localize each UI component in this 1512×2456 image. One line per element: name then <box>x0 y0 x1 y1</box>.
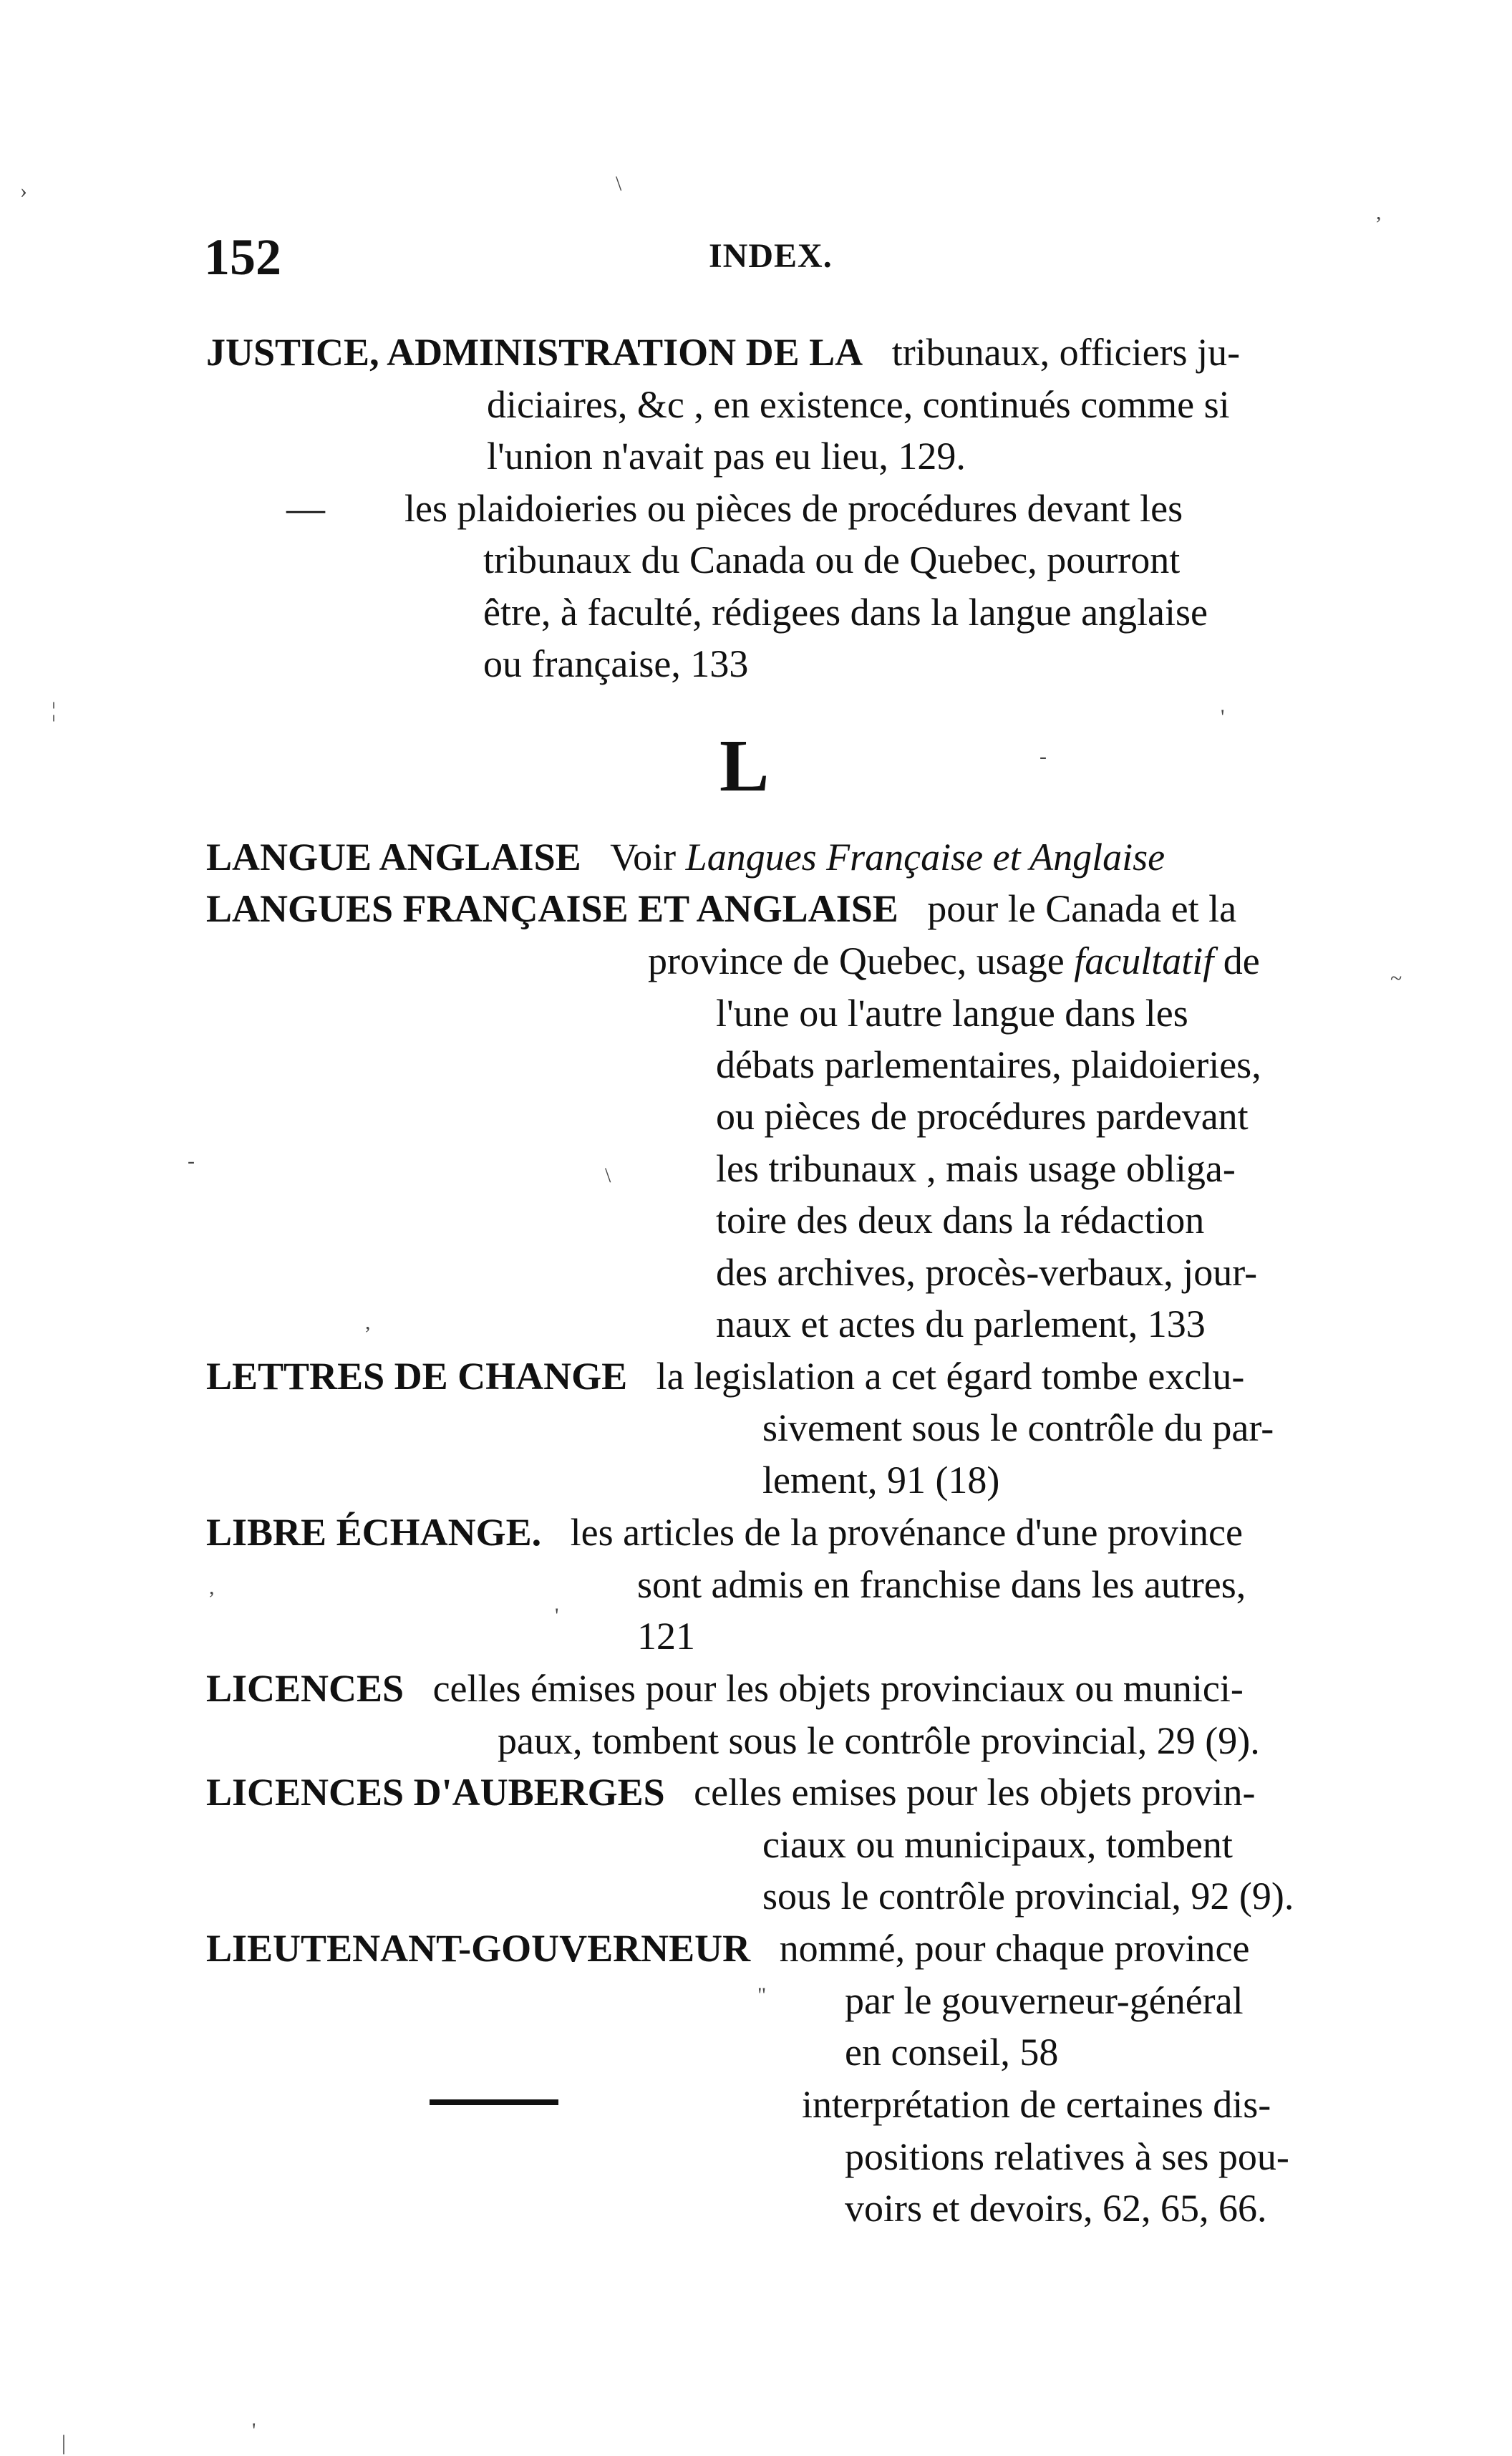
entry-text: les articles de la provénance d'une province <box>570 1511 1243 1554</box>
section-letter: L <box>719 725 770 807</box>
entry-text-line: sous le contrôle provincial, 92 (9). <box>762 1875 1294 1918</box>
print-speck: › <box>20 179 27 203</box>
entry-text-line: des archives, procès-verbaux, jour- <box>716 1251 1258 1294</box>
entry-heading: LICENCES D'AUBERGES <box>206 1771 665 1814</box>
index-entry-lieutenant-gouverneur <box>206 1929 1249 1968</box>
entry-text: la legislation a cet égard tombe exclu- <box>656 1355 1245 1398</box>
subentry-dash: — <box>286 487 325 530</box>
entry-text-line: les plaidoieries ou pièces de procédures devant les <box>404 487 1183 530</box>
entry-text: celles émises pour les objets provinciaux ou munici- <box>432 1667 1244 1710</box>
entry-text-line: l'union n'avait pas eu lieu, 129. <box>487 435 966 478</box>
entry-text-line: interprétation de certaines dis- <box>802 2083 1271 2126</box>
print-speck: ' <box>1221 705 1225 729</box>
print-speck: , <box>1376 200 1382 224</box>
entry-text-line <box>648 939 1260 982</box>
entry-heading: LANGUE ANGLAISE <box>206 836 581 879</box>
entry-text-line: être, à faculté, rédigees dans la langue anglaise <box>483 591 1208 634</box>
print-speck: ~ <box>1390 967 1402 990</box>
entry-heading: JUSTICE, ADMINISTRATION DE LA <box>206 331 863 374</box>
index-entry-langues <box>206 889 1236 928</box>
page-title: INDEX. <box>709 237 833 275</box>
index-entry-licences-auberges <box>206 1773 1256 1812</box>
entry-text-line: positions relatives à ses pou- <box>845 2135 1289 2178</box>
index-entry-libre-echange <box>206 1513 1243 1552</box>
entry-text-line: naux et actes du parlement, 133 <box>716 1302 1206 1345</box>
entry-text-line: 121 <box>637 1615 695 1658</box>
entry-text-line: débats parlementaires, plaidoieries, <box>716 1043 1261 1086</box>
entry-heading: LIBRE ÉCHANGE. <box>206 1511 542 1554</box>
page-number: 152 <box>204 228 281 286</box>
index-entry-justice <box>206 333 1240 372</box>
entry-text-line: diciaires, &c , en existence, continués comme si <box>487 383 1230 426</box>
entry-text: de <box>1223 939 1260 982</box>
entry-text-line: ciaux ou municipaux, tombent <box>762 1823 1233 1866</box>
see-also-label: Voir <box>610 836 677 879</box>
print-speck: , <box>365 1310 371 1334</box>
entry-text: tribunaux, officiers ju- <box>891 331 1241 374</box>
entry-text-line: toire des deux dans la rédaction <box>716 1199 1205 1242</box>
entry-text: nommé, pour chaque province <box>779 1927 1250 1970</box>
entry-text-line: par le gouverneur-général <box>845 1979 1244 2022</box>
print-speck: ' <box>555 1604 559 1628</box>
print-speck: ' <box>252 2419 256 2442</box>
print-speck: \ <box>605 1164 611 1187</box>
entry-heading: LANGUES FRANÇAISE ET ANGLAISE <box>206 887 898 930</box>
entry-text-line: tribunaux du Canada ou de Quebec, pourront <box>483 538 1181 581</box>
entry-text-line: en conseil, 58 <box>845 2031 1059 2074</box>
entry-text: celles emises pour les objets provin- <box>694 1771 1256 1814</box>
print-speck: , <box>209 1575 215 1599</box>
entry-text-line: voirs et devoirs, 62, 65, 66. <box>845 2187 1267 2230</box>
print-speck: - <box>188 1149 195 1173</box>
cross-reference: Langues Française et Anglaise <box>685 836 1166 879</box>
index-entry-langue-anglaise <box>206 836 1166 879</box>
entry-heading: LIEUTENANT-GOUVERNEUR <box>206 1927 751 1970</box>
entry-text-line: sont admis en franchise dans les autres, <box>637 1563 1246 1606</box>
print-speck: " <box>757 1983 767 2007</box>
entry-text-line: lement, 91 (18) <box>762 1459 1000 1502</box>
print-speck: ¦ <box>52 698 57 722</box>
entry-text-line: ou pièces de procédures pardevant <box>716 1095 1249 1138</box>
print-speck: - <box>1040 745 1047 768</box>
emphasis-text: facultatif <box>1074 939 1214 982</box>
subentry-rule <box>430 2099 558 2105</box>
entry-text: pour le Canada et la <box>927 887 1237 930</box>
entry-heading: LICENCES <box>206 1667 404 1710</box>
index-entry-lettres-de-change <box>206 1357 1244 1396</box>
entry-text-line: l'une ou l'autre langue dans les <box>716 992 1188 1035</box>
print-speck: \ <box>616 172 622 195</box>
entry-text-line: les tribunaux , mais usage obliga- <box>716 1147 1236 1190</box>
print-speck: | <box>62 2431 67 2455</box>
entry-text-line: paux, tombent sous le contrôle provincial, 29 (9). <box>498 1719 1260 1762</box>
entry-text: province de Quebec, usage <box>648 939 1065 982</box>
index-entry-licences <box>206 1669 1244 1708</box>
entry-text-line: ou française, 133 <box>483 642 749 685</box>
entry-heading: LETTRES DE CHANGE <box>206 1355 628 1398</box>
entry-text-line: sivement sous le contrôle du par- <box>762 1406 1274 1449</box>
